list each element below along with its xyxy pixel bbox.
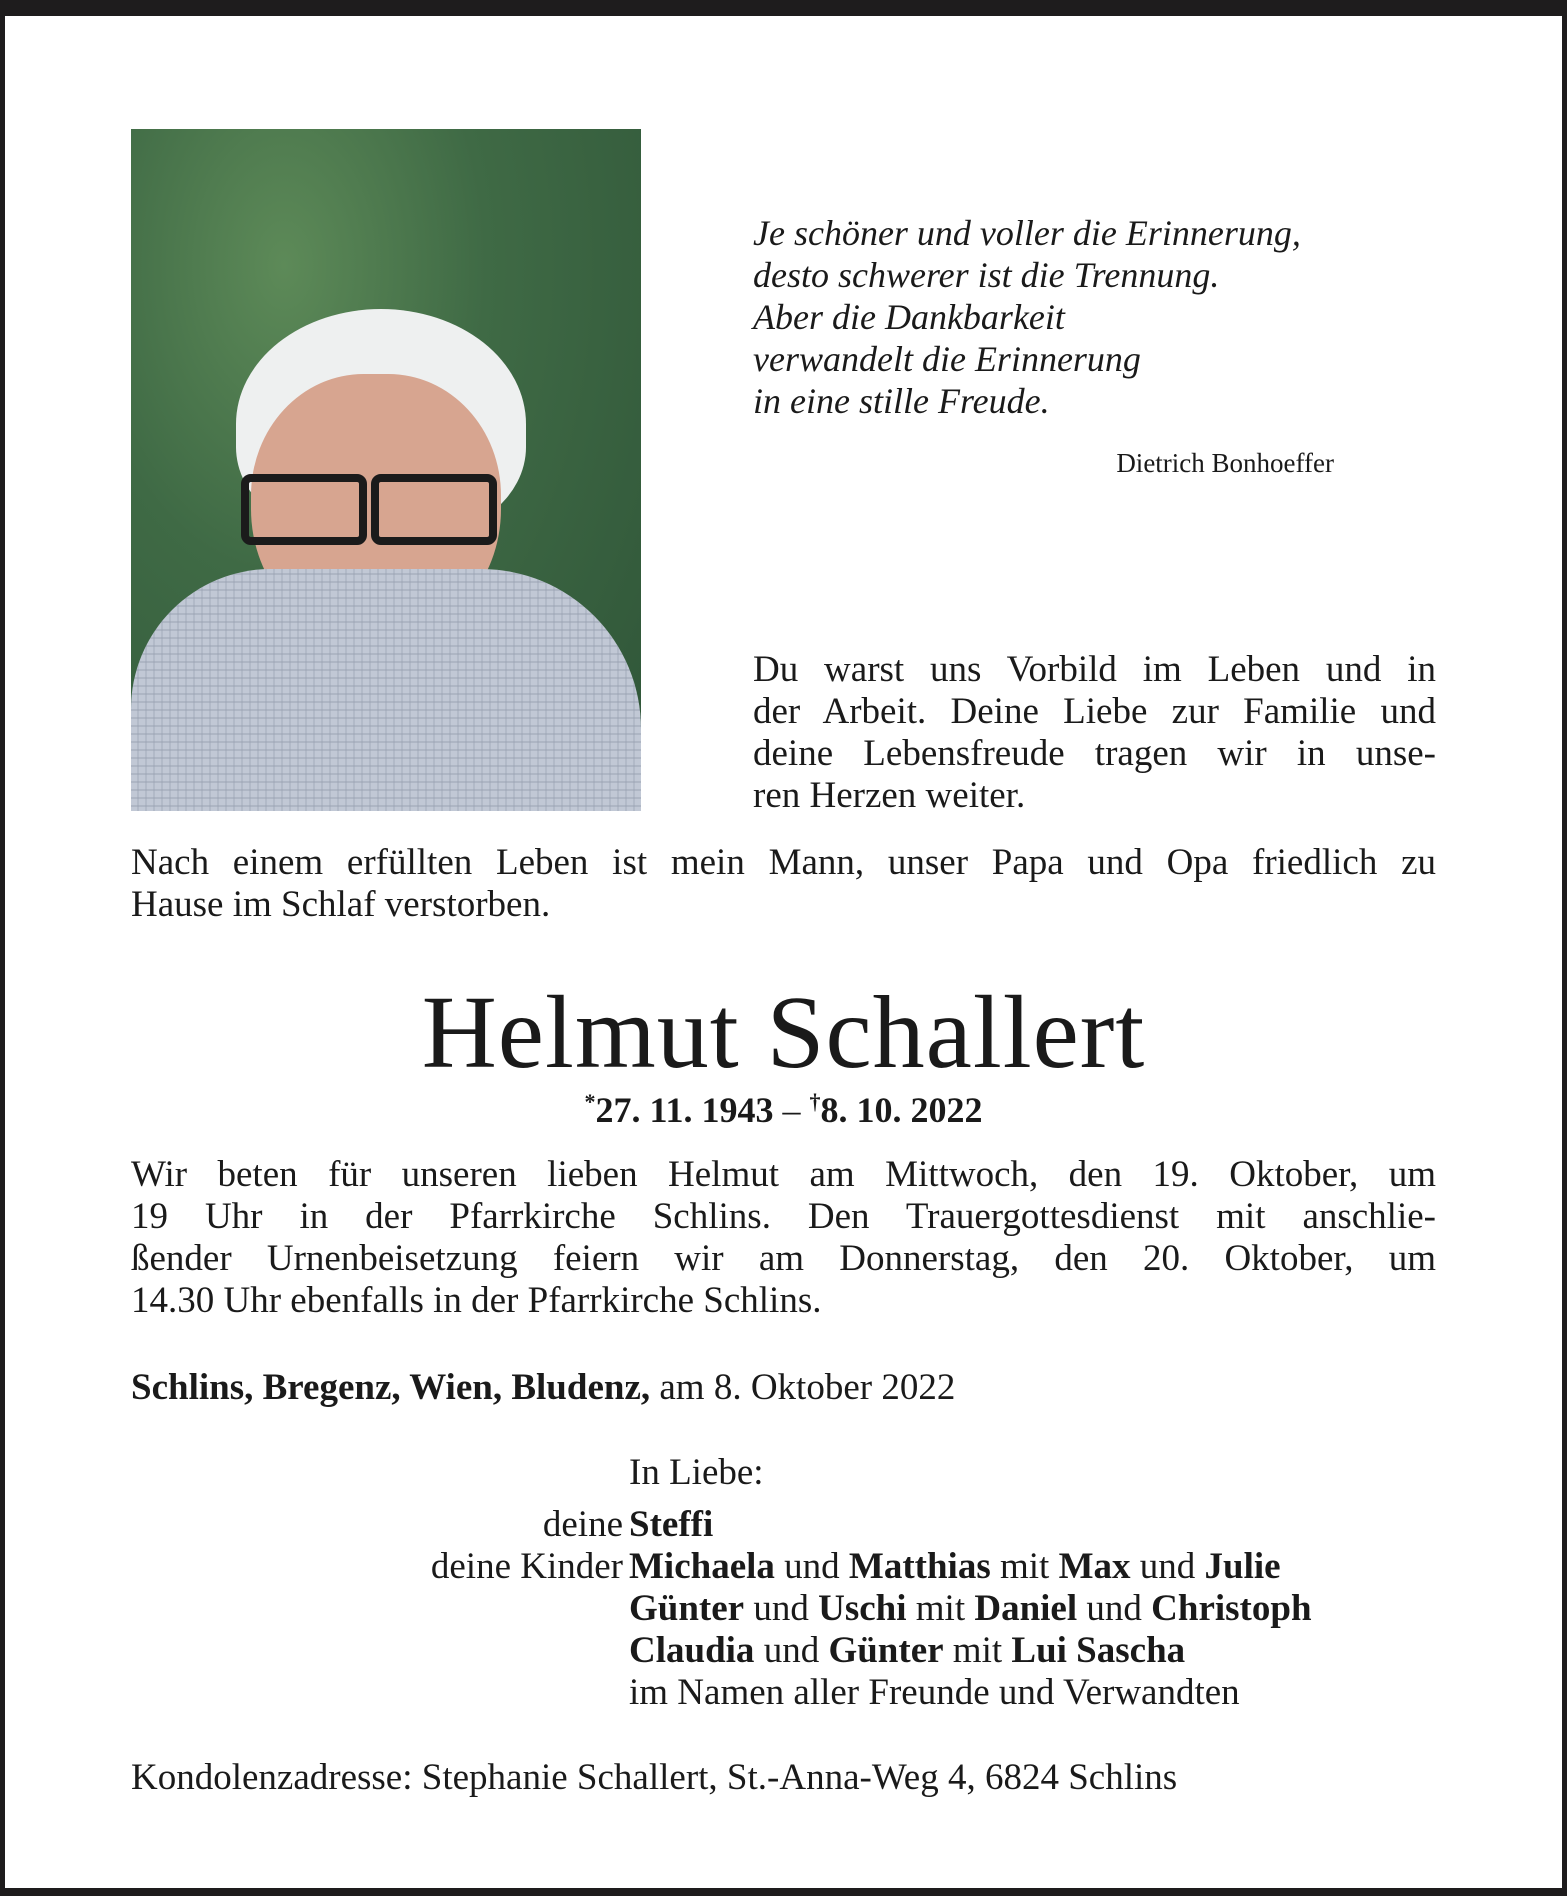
glasses	[241, 474, 367, 545]
deceased-name: Helmut Schallert	[421, 975, 1146, 1090]
quote-line: Aber die Dankbarkeit	[753, 297, 1065, 337]
quote-line: verwandelt die Erinnerung	[753, 339, 1141, 379]
quote-author: Dietrich Bonhoeffer	[1116, 448, 1334, 478]
life-dates: *27. 11. 1943 – †8. 10. 2022	[584, 1089, 983, 1130]
quote-line: in eine stille Freude.	[753, 381, 1050, 421]
obituary-page	[5, 16, 1562, 1888]
mourners-list: deine Steffi deine Kinder Michaela und Matthias mit Max und Julie Günter und Uschi mit Daniel und Christoph Claudia und Günter mit Lui Sascha im Namen aller Freunde und Verwandten	[430, 1504, 1312, 1713]
in-love-label: In Liebe:	[629, 1452, 764, 1493]
quote-line: desto schwerer ist die Trennung.	[753, 255, 1220, 295]
announcement-text: Nach einem erfüllten Leben ist mein Mann, unser Papa und Opa friedlich zu Hause im Schlaf verstorben.	[131, 842, 1436, 925]
tribute-text: Du warst uns Vorbild im Leben und in der Arbeit. Deine Liebe zur Familie und deine Lebensfreude tragen wir in unse- ren Herzen weiter.	[753, 649, 1436, 816]
quote	[753, 212, 1301, 422]
quote-line: Je schöner und voller die Erinnerung,	[753, 213, 1301, 253]
service-text: Wir beten für unseren lieben Helmut am Mittwoch, den 19. Oktober, um 19 Uhr in der Pfarrkirche Schlins. Den Trauergottesdienst mit anschlie- ßender Urnenbeisetzung feiern wir am Donnerstag, den 20. Oktober, um 14.30 Uhr ebenfalls in der Pfarrkirche Schlins.	[131, 1154, 1436, 1321]
condolence-address: Kondolenzadresse: Stephanie Schallert, St.-Anna-Weg 4, 6824 Schlins	[131, 1757, 1178, 1798]
portrait-photo	[131, 129, 641, 811]
places-date: Schlins, Bregenz, Wien, Bludenz, am 8. Oktober 2022	[131, 1367, 956, 1408]
